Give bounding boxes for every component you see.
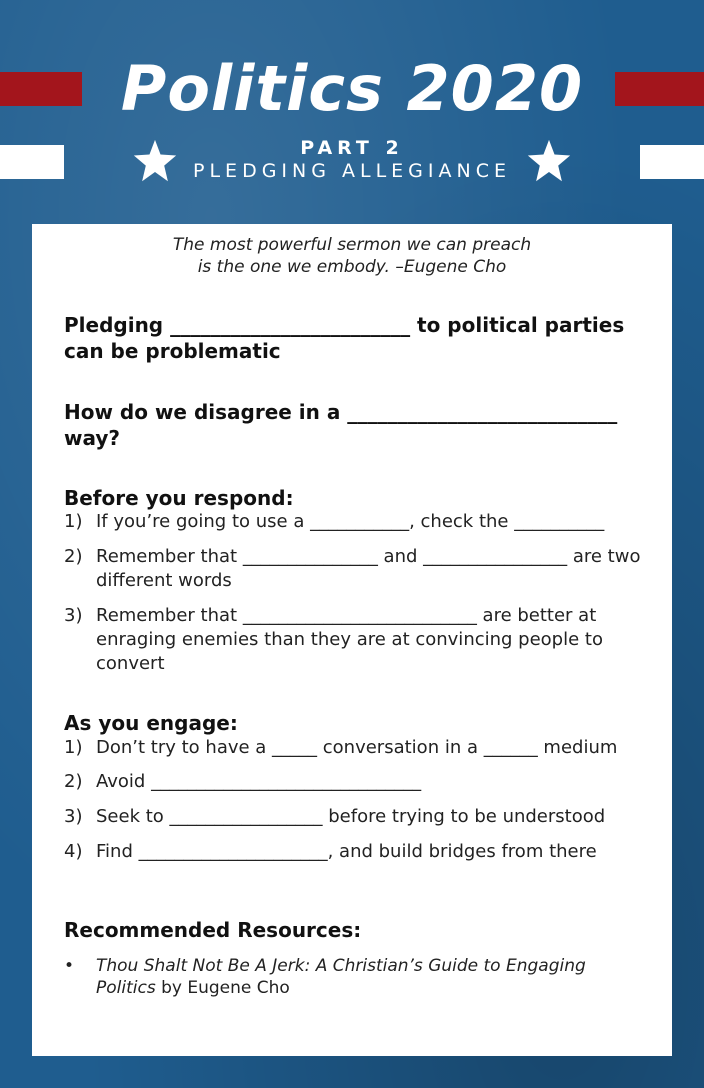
book-title: Thou Shalt Not Be A Jerk: A Christian’s Guide to Engaging Politics [96,956,586,998]
quote [32,234,672,278]
pledging-line-1: Pledging ________________________ to political parties [64,313,625,337]
resources-heading: Recommended Resources: [64,918,362,942]
page-subtitle: PLEDGING ALLEGIANCE [193,160,511,182]
notes-card [32,224,672,1056]
pledging-statement [64,312,624,364]
list-item-number: 2) [64,771,83,792]
list-item-text: Remember that __________________________ are better at enraging enemies than they are at convincing people to convert [96,605,603,674]
list-item-text: If you’re going to use a ___________, check the __________ [96,511,605,532]
disagree-question [64,399,617,451]
resource-text [96,955,641,999]
right-star-icon [526,138,572,184]
list-item-number: 3) [64,605,83,626]
list-item-text: Seek to _________________ before trying to be understood [96,806,606,827]
list-item-number: 1) [64,737,83,758]
list-item-number: 1) [64,511,83,532]
disagree-line-2: way? [64,426,120,450]
disagree-line-1: How do we disagree in a ___________________________ [64,400,618,424]
part-label: PART 2 [300,137,404,159]
respond-heading: Before you respond: [64,486,294,510]
list-item-text: Don’t try to have a _____ conversation in a ______ medium [96,737,618,758]
quote-line-1: The most powerful sermon we can preach [172,235,532,255]
engage-heading: As you engage: [64,711,238,735]
page-title: Politics 2020 [120,52,584,125]
list-item-number: 4) [64,841,83,862]
book-author: by Eugene Cho [155,978,290,998]
bullet: • [64,956,75,976]
list-item-text: Find _____________________, and build bridges from there [96,841,597,862]
list-item-text: Remember that _______________ and ________________ are two different words [96,546,641,591]
quote-line-2: is the one we embody. –Eugene Cho [197,257,507,277]
list-item-number: 3) [64,806,83,827]
list-item-text: Avoid ______________________________ [96,771,422,792]
list-item-number: 2) [64,546,83,567]
left-star-icon [132,138,178,184]
pledging-line-2: can be problematic [64,339,281,363]
